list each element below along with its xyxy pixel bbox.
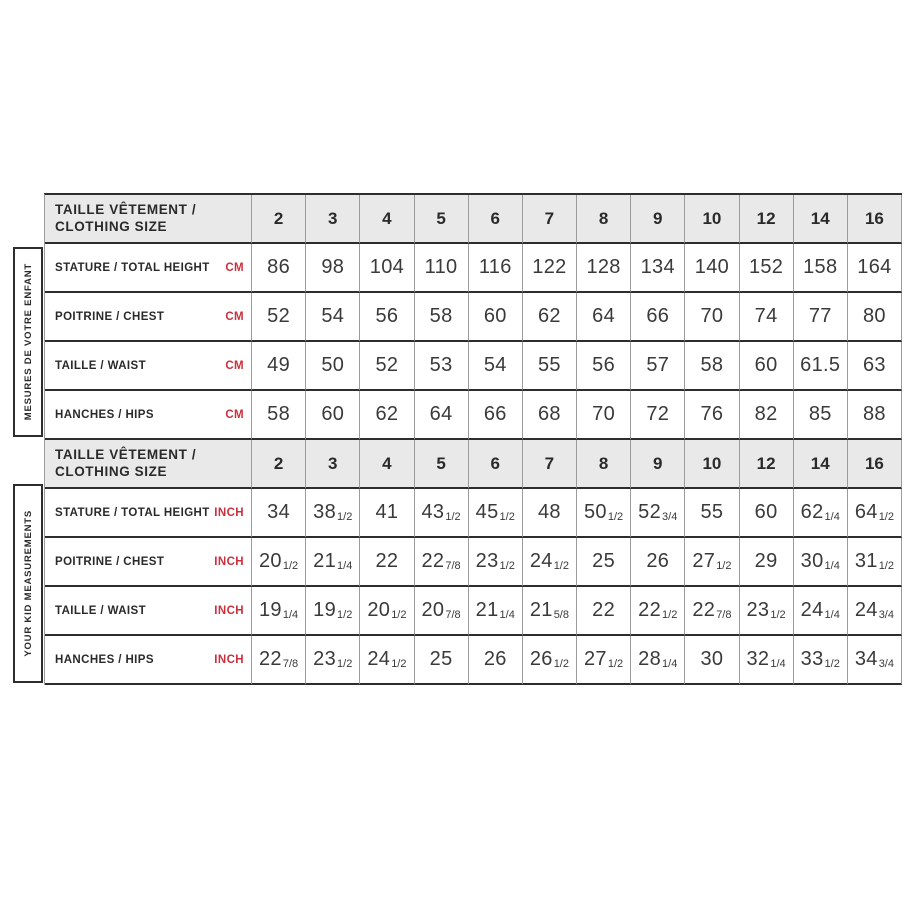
value-whole: 27 <box>584 648 607 670</box>
value-whole: 20 <box>367 599 391 621</box>
size-header-cell: 7 <box>523 195 577 244</box>
value-cell <box>469 391 523 440</box>
value-whole: 23 <box>746 599 770 621</box>
value-whole: 62 <box>800 501 824 523</box>
value-whole: 38 <box>313 501 337 523</box>
value-cell <box>523 489 577 538</box>
value-whole: 22 <box>375 550 399 572</box>
clothing-size-header-line1: TAILLE VÊTEMENT / <box>55 447 197 463</box>
value-whole: 19 <box>313 599 337 621</box>
value-cell <box>306 244 360 293</box>
value-whole: 34 <box>854 648 878 670</box>
value-whole: 22 <box>421 550 445 572</box>
value-cell <box>631 489 685 538</box>
size-header-cell: 2 <box>252 195 306 244</box>
value-cell <box>306 587 360 636</box>
row-label: STATURE / TOTAL HEIGHT <box>55 261 210 274</box>
value-whole: 22 <box>259 648 282 670</box>
clothing-size-header-cell <box>45 195 252 244</box>
row-label-cell <box>45 587 252 636</box>
value-cell <box>794 342 848 391</box>
value-cell <box>469 489 523 538</box>
value-whole: 88 <box>862 403 886 425</box>
size-header-cell: 14 <box>794 440 848 489</box>
value-cell <box>523 538 577 587</box>
value-whole: 74 <box>754 305 778 327</box>
clothing-size-header-line1: TAILLE VÊTEMENT / <box>55 202 197 218</box>
value-cell <box>577 293 631 342</box>
value-cell <box>631 293 685 342</box>
value-whole: 26 <box>529 648 553 670</box>
size-header-cell: 9 <box>631 195 685 244</box>
value-whole: 68 <box>537 403 561 425</box>
value-whole: 31 <box>854 550 878 572</box>
value-cell <box>631 636 685 685</box>
value-whole: 21 <box>313 550 337 572</box>
value-whole: 55 <box>700 501 724 523</box>
value-cell <box>306 293 360 342</box>
value-cell <box>794 244 848 293</box>
size-header-cell: 6 <box>469 440 523 489</box>
value-cell <box>469 293 523 342</box>
value-fraction: 1/2 <box>391 609 407 621</box>
value-fraction: 1/4 <box>662 658 678 670</box>
value-whole: 62 <box>537 305 561 327</box>
value-whole: 64 <box>592 305 615 327</box>
value-whole: 22 <box>692 599 716 621</box>
row-label: STATURE / TOTAL HEIGHT <box>55 506 210 519</box>
value-whole: 28 <box>638 648 662 670</box>
unit-label: CM <box>225 359 244 372</box>
size-header-cell: 10 <box>685 195 739 244</box>
value-fraction: 1/2 <box>716 560 732 572</box>
value-cell <box>469 538 523 587</box>
value-whole: 122 <box>532 256 567 278</box>
value-whole: 58 <box>267 403 290 425</box>
value-whole: 19 <box>259 599 282 621</box>
unit-label: INCH <box>214 604 244 617</box>
row-label-cell <box>45 342 252 391</box>
unit-label: INCH <box>214 555 244 568</box>
value-fraction: 1/4 <box>824 511 840 523</box>
value-whole: 58 <box>700 354 724 376</box>
value-whole: 33 <box>800 648 824 670</box>
value-fraction: 1/4 <box>282 609 299 621</box>
size-header-cell: 5 <box>415 195 469 244</box>
row-label: TAILLE / WAIST <box>55 359 146 372</box>
value-whole: 20 <box>259 550 282 572</box>
value-whole: 64 <box>429 403 453 425</box>
row-label-cell <box>45 244 252 293</box>
clothing-size-header-line2: CLOTHING SIZE <box>55 218 168 234</box>
value-whole: 54 <box>483 354 507 376</box>
value-whole: 52 <box>375 354 399 376</box>
value-whole: 86 <box>267 256 290 278</box>
value-whole: 34 <box>267 501 290 523</box>
value-cell <box>306 489 360 538</box>
value-whole: 82 <box>754 403 778 425</box>
row-label-cell <box>45 636 252 685</box>
value-fraction: 1/2 <box>770 609 786 621</box>
row-label-cell <box>45 391 252 440</box>
value-cell <box>685 391 739 440</box>
value-cell <box>577 244 631 293</box>
value-cell <box>631 538 685 587</box>
value-cell <box>848 489 902 538</box>
value-whole: 64 <box>854 501 878 523</box>
value-cell <box>577 587 631 636</box>
value-fraction: 1/4 <box>824 609 840 621</box>
value-whole: 72 <box>646 403 670 425</box>
value-fraction: 3/4 <box>662 511 678 523</box>
value-cell <box>415 636 469 685</box>
value-whole: 140 <box>694 256 730 278</box>
value-cell <box>360 587 414 636</box>
value-cell <box>631 342 685 391</box>
value-fraction: 5/8 <box>553 609 569 621</box>
value-fraction: 1/2 <box>499 511 515 523</box>
value-whole: 60 <box>321 403 345 425</box>
clothing-size-header-line2: CLOTHING SIZE <box>55 463 168 479</box>
value-fraction: 7/8 <box>445 560 461 572</box>
value-cell <box>306 636 360 685</box>
value-whole: 63 <box>862 354 886 376</box>
value-cell <box>252 636 306 685</box>
value-whole: 49 <box>267 354 290 376</box>
value-cell <box>523 293 577 342</box>
value-whole: 22 <box>592 599 615 621</box>
value-whole: 104 <box>369 256 405 278</box>
value-fraction: 7/8 <box>282 658 299 670</box>
value-whole: 56 <box>375 305 399 327</box>
unit-label: CM <box>225 310 244 323</box>
value-fraction: 1/2 <box>391 658 407 670</box>
value-cell <box>685 342 739 391</box>
value-cell <box>794 587 848 636</box>
value-whole: 30 <box>800 550 824 572</box>
value-cell <box>469 587 523 636</box>
value-cell <box>740 391 794 440</box>
value-whole: 70 <box>700 305 724 327</box>
value-whole: 24 <box>529 550 553 572</box>
value-cell <box>306 538 360 587</box>
value-cell <box>360 342 414 391</box>
value-cell <box>740 293 794 342</box>
value-fraction: 1/4 <box>824 560 840 572</box>
value-cell <box>740 489 794 538</box>
size-header-cell: 2 <box>252 440 306 489</box>
row-label: HANCHES / HIPS <box>55 653 154 666</box>
value-cell <box>415 293 469 342</box>
value-fraction: 1/2 <box>878 511 894 523</box>
value-fraction: 1/2 <box>662 609 678 621</box>
value-cell <box>360 636 414 685</box>
value-whole: 24 <box>367 648 391 670</box>
value-cell <box>848 538 902 587</box>
value-cell <box>685 489 739 538</box>
size-header-cell: 4 <box>360 195 414 244</box>
value-whole: 57 <box>646 354 670 376</box>
size-chart-table <box>44 193 902 685</box>
row-label-cell <box>45 293 252 342</box>
value-fraction: 1/2 <box>607 511 624 523</box>
size-header-cell: 10 <box>685 440 739 489</box>
side-label-box-cm <box>13 247 43 437</box>
value-whole: 80 <box>862 305 886 327</box>
value-whole: 62 <box>375 403 399 425</box>
value-cell <box>685 538 739 587</box>
value-cell <box>415 244 469 293</box>
value-cell <box>469 244 523 293</box>
value-cell <box>685 244 739 293</box>
value-cell <box>469 636 523 685</box>
row-label-cell <box>45 538 252 587</box>
value-cell <box>740 587 794 636</box>
value-cell <box>252 244 306 293</box>
size-header-cell: 5 <box>415 440 469 489</box>
size-header-cell: 16 <box>848 440 902 489</box>
value-fraction: 3/4 <box>878 658 894 670</box>
size-header-cell: 6 <box>469 195 523 244</box>
value-whole: 116 <box>478 256 512 278</box>
value-cell <box>523 391 577 440</box>
value-whole: 55 <box>537 354 561 376</box>
value-cell <box>415 538 469 587</box>
value-cell <box>740 342 794 391</box>
value-cell <box>252 391 306 440</box>
value-whole: 22 <box>638 599 662 621</box>
value-cell <box>360 538 414 587</box>
value-cell <box>848 636 902 685</box>
value-cell <box>469 342 523 391</box>
value-whole: 48 <box>537 501 561 523</box>
value-whole: 128 <box>586 256 621 278</box>
value-fraction: 1/2 <box>282 560 299 572</box>
value-whole: 25 <box>592 550 615 572</box>
value-cell <box>848 342 902 391</box>
value-cell <box>740 244 794 293</box>
unit-label: CM <box>225 261 244 274</box>
value-fraction: 7/8 <box>716 609 732 621</box>
size-header-cell: 7 <box>523 440 577 489</box>
size-header-cell: 12 <box>740 440 794 489</box>
side-label-box-inch <box>13 484 43 683</box>
value-cell <box>631 587 685 636</box>
value-cell <box>631 391 685 440</box>
value-whole: 27 <box>692 550 716 572</box>
size-header-cell: 4 <box>360 440 414 489</box>
value-whole: 25 <box>429 648 453 670</box>
value-whole: 32 <box>746 648 770 670</box>
value-cell <box>415 489 469 538</box>
unit-label: INCH <box>214 653 244 666</box>
value-cell <box>360 489 414 538</box>
value-whole: 52 <box>638 501 662 523</box>
value-whole: 58 <box>429 305 453 327</box>
value-cell <box>360 244 414 293</box>
value-cell <box>685 293 739 342</box>
value-fraction: 1/2 <box>337 609 353 621</box>
value-whole: 24 <box>854 599 878 621</box>
value-cell <box>252 342 306 391</box>
value-cell <box>306 342 360 391</box>
value-whole: 52 <box>267 305 290 327</box>
size-header-cell: 12 <box>740 195 794 244</box>
value-whole: 21 <box>529 599 553 621</box>
value-whole: 98 <box>321 256 345 278</box>
value-whole: 66 <box>483 403 507 425</box>
clothing-size-header-cell <box>45 440 252 489</box>
value-whole: 152 <box>748 256 784 278</box>
value-cell <box>794 636 848 685</box>
value-cell <box>360 391 414 440</box>
size-header-cell: 3 <box>306 440 360 489</box>
value-fraction: 1/2 <box>607 658 624 670</box>
value-cell <box>523 342 577 391</box>
value-cell <box>577 489 631 538</box>
value-cell <box>252 489 306 538</box>
value-whole: 110 <box>424 256 458 278</box>
value-fraction: 1/4 <box>499 609 515 621</box>
value-cell <box>306 391 360 440</box>
value-whole: 158 <box>803 256 838 278</box>
value-cell <box>577 636 631 685</box>
value-cell <box>415 587 469 636</box>
value-cell <box>360 293 414 342</box>
value-fraction: 7/8 <box>445 609 461 621</box>
size-header-cell: 14 <box>794 195 848 244</box>
value-fraction: 1/2 <box>337 658 353 670</box>
value-whole: 30 <box>700 648 724 670</box>
value-whole: 50 <box>584 501 607 523</box>
value-whole: 23 <box>475 550 499 572</box>
row-label: HANCHES / HIPS <box>55 408 154 421</box>
value-cell <box>685 587 739 636</box>
value-whole: 21 <box>475 599 499 621</box>
value-whole: 85 <box>808 403 832 425</box>
value-whole: 60 <box>483 305 507 327</box>
size-header-cell: 9 <box>631 440 685 489</box>
value-cell <box>848 244 902 293</box>
value-fraction: 1/2 <box>878 560 894 572</box>
value-cell <box>631 244 685 293</box>
value-cell <box>794 538 848 587</box>
value-fraction: 1/2 <box>337 511 353 523</box>
value-whole: 29 <box>754 550 778 572</box>
size-header-cell: 8 <box>577 440 631 489</box>
value-cell <box>252 538 306 587</box>
value-cell <box>577 391 631 440</box>
value-fraction: 1/2 <box>824 658 840 670</box>
value-whole: 60 <box>754 501 778 523</box>
value-whole: 76 <box>700 403 724 425</box>
side-label-mesures: MESURES DE VOTRE ENFANT <box>22 263 34 421</box>
value-cell <box>794 391 848 440</box>
size-header-cell: 8 <box>577 195 631 244</box>
value-fraction: 1/4 <box>770 658 786 670</box>
value-whole: 24 <box>800 599 824 621</box>
value-cell <box>794 293 848 342</box>
value-cell <box>794 489 848 538</box>
unit-label: CM <box>225 408 244 421</box>
value-whole: 66 <box>646 305 670 327</box>
value-whole: 134 <box>640 256 675 278</box>
value-whole: 77 <box>808 305 832 327</box>
value-cell <box>685 636 739 685</box>
size-header-cell: 3 <box>306 195 360 244</box>
value-fraction: 1/4 <box>337 560 353 572</box>
value-cell <box>577 538 631 587</box>
value-cell <box>252 293 306 342</box>
value-cell <box>740 636 794 685</box>
value-cell <box>848 293 902 342</box>
row-label-cell <box>45 489 252 538</box>
value-whole: 54 <box>321 305 345 327</box>
value-whole: 50 <box>321 354 345 376</box>
value-cell <box>252 587 306 636</box>
value-cell <box>415 342 469 391</box>
value-fraction: 3/4 <box>878 609 894 621</box>
value-whole: 56 <box>592 354 615 376</box>
value-whole: 20 <box>421 599 445 621</box>
value-whole: 41 <box>375 501 399 523</box>
value-whole: 26 <box>483 648 507 670</box>
value-whole: 26 <box>646 550 670 572</box>
row-label: POITRINE / CHEST <box>55 310 165 323</box>
value-cell <box>415 391 469 440</box>
value-fraction: 1/2 <box>553 658 569 670</box>
value-fraction: 1/2 <box>499 560 515 572</box>
value-whole: 164 <box>857 256 892 278</box>
size-header-cell: 16 <box>848 195 902 244</box>
value-whole: 23 <box>313 648 337 670</box>
row-label: TAILLE / WAIST <box>55 604 146 617</box>
value-cell <box>577 342 631 391</box>
value-fraction: 1/2 <box>445 511 461 523</box>
value-cell <box>523 636 577 685</box>
row-label: POITRINE / CHEST <box>55 555 165 568</box>
value-cell <box>523 587 577 636</box>
value-whole: 60 <box>754 354 778 376</box>
value-cell <box>740 538 794 587</box>
value-whole: 61.5 <box>800 354 841 376</box>
value-whole: 43 <box>421 501 445 523</box>
value-whole: 53 <box>429 354 453 376</box>
value-cell <box>523 244 577 293</box>
value-cell <box>848 391 902 440</box>
side-label-measurements: YOUR KID MEASUREMENTS <box>22 510 34 657</box>
unit-label: INCH <box>214 506 244 519</box>
value-whole: 45 <box>475 501 499 523</box>
value-fraction: 1/2 <box>553 560 569 572</box>
value-whole: 70 <box>592 403 615 425</box>
value-cell <box>848 587 902 636</box>
